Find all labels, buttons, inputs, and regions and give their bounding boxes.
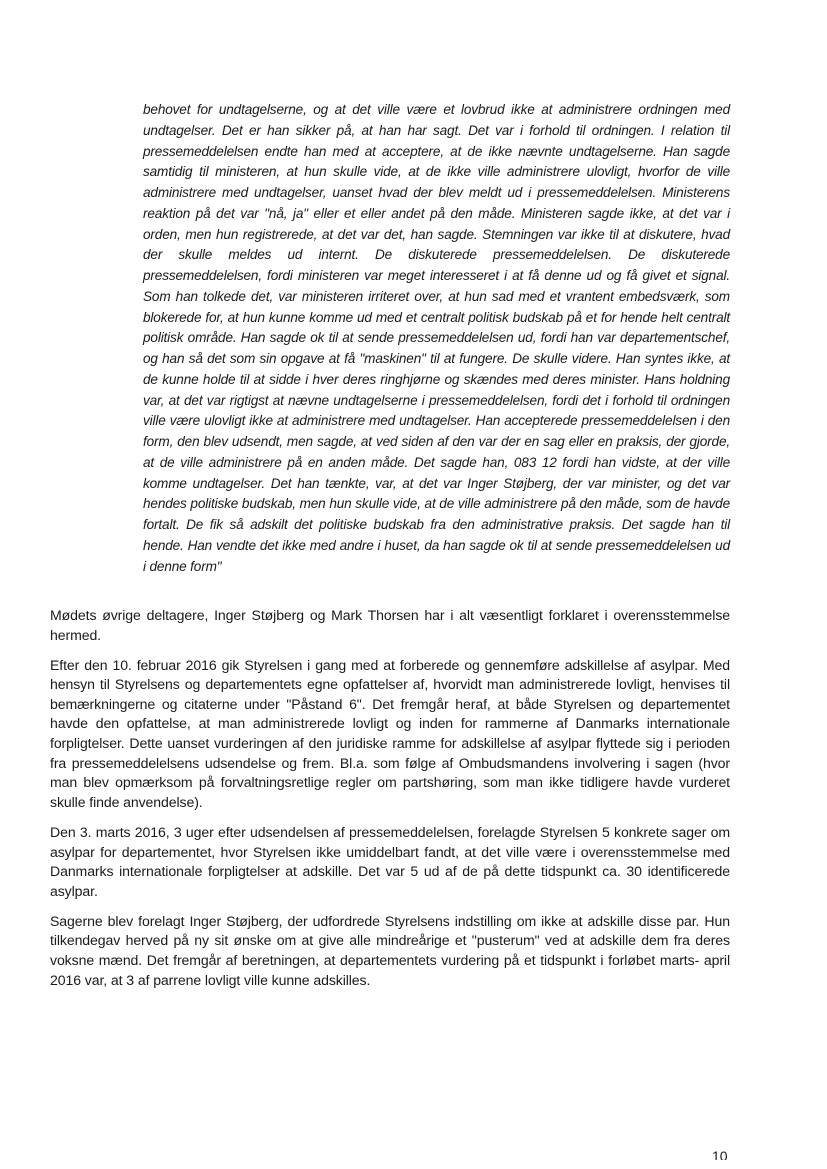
paragraph-march-cases: Den 3. marts 2016, 3 uger efter udsendelsen af pressemeddelelsen, forelagde Styrelsen 5 konkrete sager om asylpar for departementet, hvor Styrelsen ikke umiddelbart fandt, at det ville være i overensstemmelse med Danmarks internationale forpligtelser at adskille. Det var 5 ud af de på dette tidspunkt ca. 30 identificerede asylpar. (50, 823, 730, 899)
quoted-testimony: behovet for undtagelserne, og at det ville være et lovbrud ikke at administrere ordningen med undtagelser. Det er han sikker på, at han har sagt. Det var i forhold til ordningen. I relation til pressemeddelelsen endte han med at acceptere, at de ikke nævnte undtagelserne. Han sagde samtidig til ministeren, at hun skulle vide, at de ikke ville administrere ulovligt, hvorfor de ville administrere med undtagelser, uanset hvad der blev meldt ud i pressemeddelelsen. Ministerens reaktion på det var "nå, ja" eller et eller andet på den måde. Ministeren sagde ikke, at det var i orden, men hun registrerede, at det var det, han sagde. Stemningen var ikke til at diskutere, hvad der skulle meldes ud internt. De diskuterede pressemeddelelsen. De diskuterede pressemeddelelsen, fordi ministeren var meget interesseret i at få denne ud og få givet et signal. Som han tolkede det, var ministeren irriteret over, at hun sad med et vrantent embedsværk, som blokerede for, at hun kunne komme ud med et centralt politisk budskab på et for hende helt centralt politisk område. Han sagde ok til at sende pressemeddelelsen ud, fordi han var departementschef, og han så det som sin opgave at få "maskinen" til at fungere. De skulle videre. Han syntes ikke, at de kunne holde til at sidde i hver deres ringhjørne og skændes med deres minister. Hans holdning var, at det var rigtigst at nævne undtagelserne i pressemeddelelsen, fordi det i forhold til ordningen ville være ulovligt ikke at administrere med undtagelser. Han accepterede pressemeddelelsen i den form, den blev udsendt, men sagde, at ved siden af den var der en sag eller en praksis, der gjorde, at de ville administrere på en anden måde. Det sagde han, 083 12 fordi han vidste, at der ville komme undtagelser. Det han tænkte, var, at det var Inger Støjberg, der var minister, og det var hendes politiske budskab, men hun skulle vide, at de ville administrere på den måde, som de havde fortalt. De fik så adskilt det politiske budskab fra den administrative praksis. Det sagde han til hende. Han vendte det ikke med andre i huset, da han sagde ok til at sende pressemeddelelsen ud i denne form" (143, 102, 730, 574)
page-number: 10 (712, 1148, 728, 1160)
paragraph-minister-challenge: Sagerne blev forelagt Inger Støjberg, der udfordrede Styrelsens indstilling om ikke at adskille disse par. Hun tilkendegav herved på ny sit ønske om at give alle mindreårige et "pusterum" ved at adskille dem fra deres voksne mænd. Det fremgår af beretningen, at departementets vurdering på et tidspunkt i forløbet marts- april 2016 var, at 3 af parrene lovligt ville kunne adskilles. (50, 912, 730, 988)
paragraph-participants: Mødets øvrige deltagere, Inger Støjberg og Mark Thorsen har i alt væsentligt forklaret i overensstemmelse hermed. (50, 607, 730, 643)
body-text (50, 606, 730, 1001)
paragraph-after-february: Efter den 10. februar 2016 gik Styrelsen i gang med at forberede og gennemføre adskillelse af asylpar. Med hensyn til Styrelsens og departementets egne opfattelser af, hvorvidt man administrerede lovligt, henvises til bemærkningerne og citaterne under "Påstand 6". Det fremgår heraf, at både Styrelsen og departementet havde den opfattelse, at man administrerede lovligt og inden for rammerne af Danmarks internationale forpligtelser. Dette uanset vurderingen af den juridiske ramme for adskillelse af asylpar flyttede sig i perioden fra pressemeddelelsens udsendelse og frem. Bl.a. som følge af Ombudsmandens involvering i sagen (hvor man blev opmærksom på forvaltningsretlige regler om partshøring, som man ikke tidligere havde vurderet skulle finde anvendelse). (50, 656, 730, 810)
